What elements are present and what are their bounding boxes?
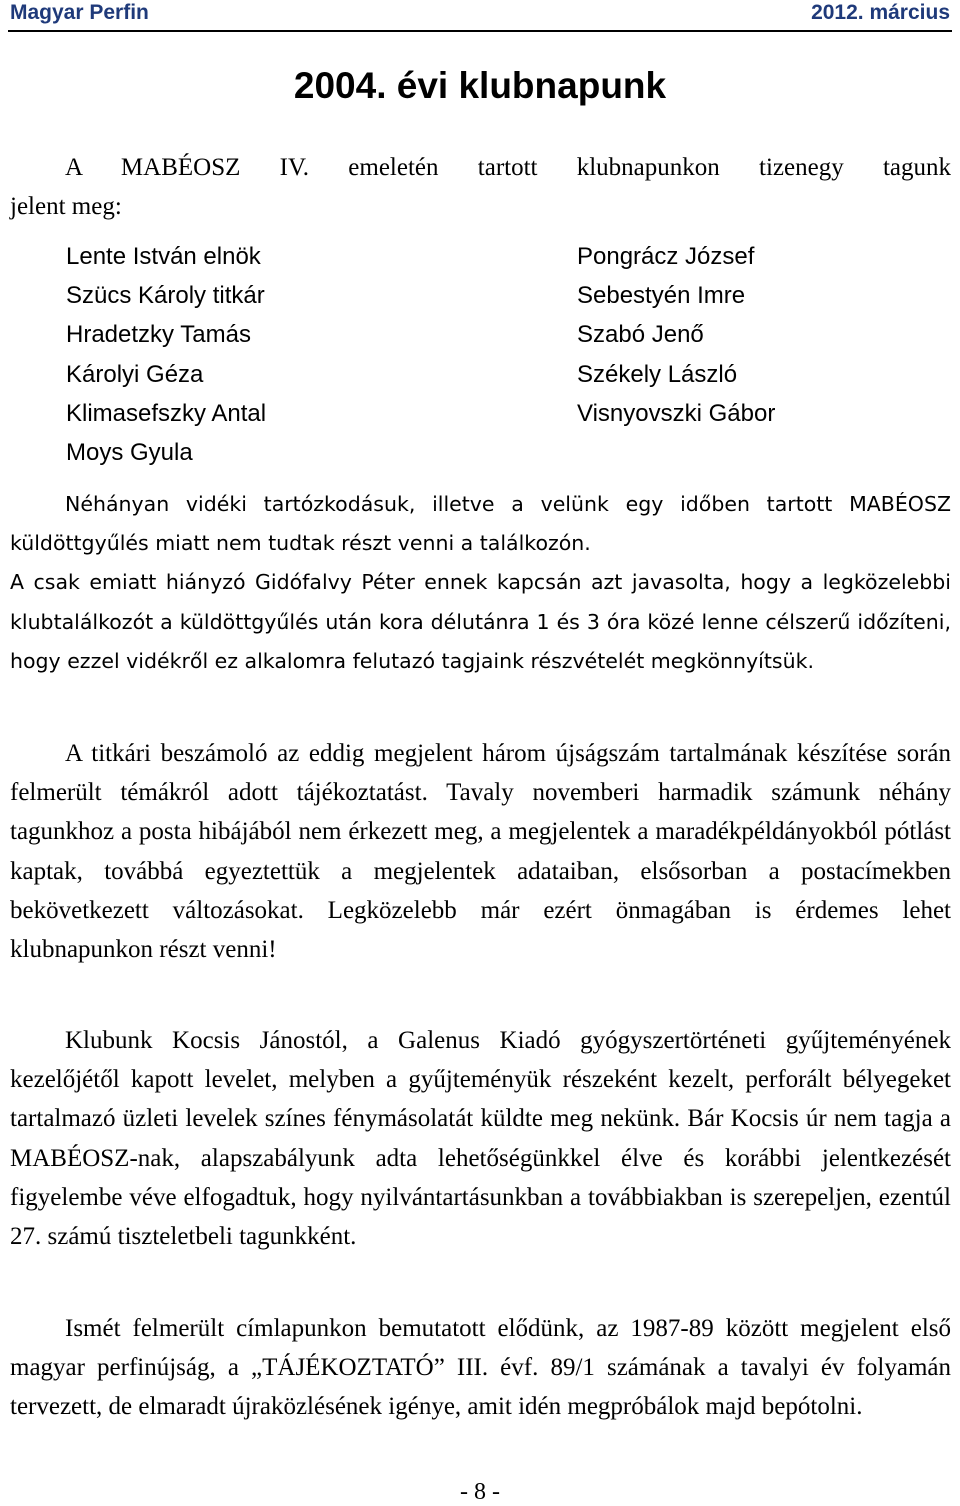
attendee-name: Szücs Károly titkár [66,282,265,310]
intro-line-2: jelent meg: [10,193,122,221]
attendee-name: Sebestyén Imre [577,282,746,310]
issue-date: 2012. március [811,1,950,24]
intro-paragraph [10,148,951,226]
attendee-list-left [66,237,266,472]
page-header [8,0,952,32]
attendee-name: Klimasefszky Antal [66,399,267,427]
attendee-name: Lente István elnök [66,243,261,270]
attendee-list-right [577,237,775,433]
proposal-paragraph: A csak emiatt hiányzó Gidófalvy Péter ennek kapcsán azt javasolta, hogy a legközelebbi klubtalálkozót a küldöttgyűlés után kora délutánra 1 és 3 óra közé lenne célszerű időzíteni, hogy ezzel vidékről ez alkalomra felutazó tagjaink részvételét megkönnyítsük. [10,570,951,673]
predecessor-paragraph: Ismét felmerült címlapunkon bemutatott elődünk, az 1987-89 között megjelent első magyar perfinújság, a „TÁJÉKOZTATÓ” III. évf. 89/1 számának a tavalyi év folyamán tervezett, de elmaradt újraközlésének igénye, amit idén megpróbálok majd bepótolni. [10,1315,951,1421]
attendee-name: Hradetzky Tamás [66,321,251,349]
attendee-name: Pongrácz József [577,243,755,270]
attendee-name: Moys Gyula [66,439,193,467]
attendee-name: Visnyovszki Gábor [577,399,776,427]
letter-paragraph: Klubunk Kocsis Jánostól, a Galenus Kiadó gyógyszertörténeti gyűjteményének kezelőjétől kapott levelet, melyben a gyűjteményük részeként kezelt, perforált bélyegeket tartalmazó üzleti levelek színes fénymásolatát küldte meg nekünk. Bár Kocsis úr nem tagja a MABÉOSZ-nak, alapszabályunk adta lehetőségünkkel élve és korábbi jelentkezését figyelembe véve elfogadtuk, hogy nyilvántartásunkban a továbbiakban is szerepeljen, ezentúl 27. számú tiszteletbeli tagunkként. [10,1027,951,1251]
page-number: - 8 - [460,1479,500,1505]
article-title: 2004. évi klubnapunk [293,65,667,106]
attendee-name: Szabó Jenő [577,321,704,349]
attendee-name: Székely László [577,360,738,388]
absence-paragraph: Néhányan vidéki tartózkodásuk, illetve a velünk egy időben tartott MABÉOSZ küldöttgyűlés miatt nem tudtak részt venni a találkozón. [10,492,951,556]
publication-name: Magyar Perfin [10,1,149,24]
intro-line-1: A MABÉOSZ IV. emeletén tartott klubnapunkon tizenegy tagunk [65,154,951,181]
report-paragraph: A titkári beszámoló az eddig megjelent három újságszám tartalmának készítése során felmerült témákról adott tájékoztatást. Tavaly novemberi harmadik számunk néhány tagunkhoz a posta hibájából nem érkezett meg, a megjelentek a maradékpéldányokból pótlást kaptak, továbbá egyeztettük a megjelentek adataiban, elsősorban a postacímekben bekövetkezett változásokat. Legközelebb már ezért önmagában is érdemes lehet klubnapunkon részt venni! [10,740,951,964]
attendee-name: Károlyi Géza [66,360,204,388]
